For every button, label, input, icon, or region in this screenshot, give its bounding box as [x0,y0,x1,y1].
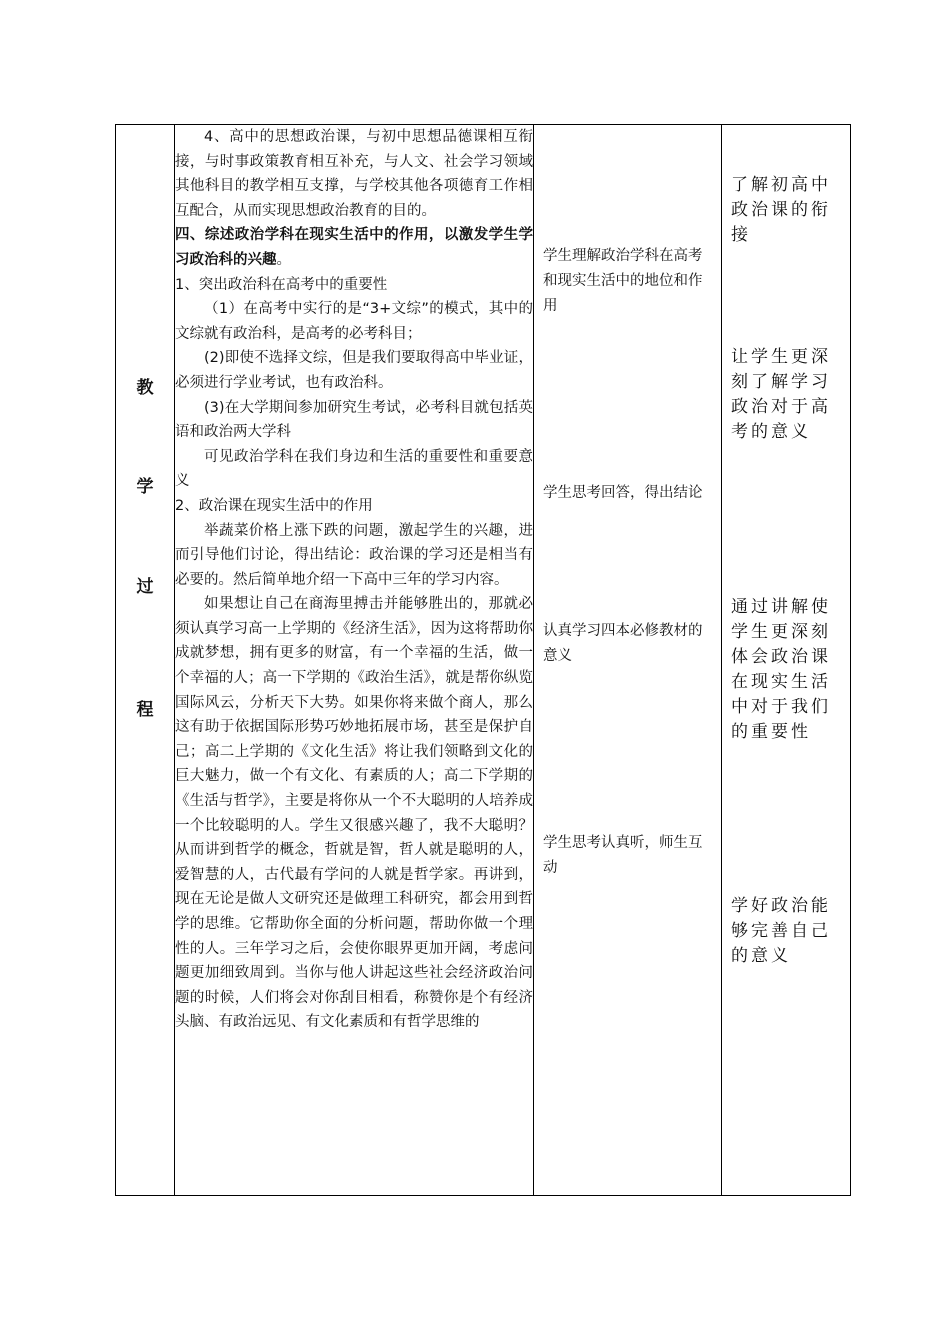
list-item-1: （1）在高考中实行的是“3+文综”的模式，其中的文综就有政治科，是高考的必考科目； [175,301,533,342]
paragraph-course-connection: 4、高中的思想政治课，与初中思想品德课相互衔接，与时事政策教育相互补充，与人文、社会学习领域其他科目的教学相互支撑，与学校其他各项德育工作相互配合，从而实现思想政治教育的目的。 [175,129,533,219]
paragraph-vegetable-prices: 举蔬菜价格上涨下跌的问题，激起学生的兴趣，进而引导他们讨论，得出结论：政治课的学习还是相当有必要的。然后简单地介绍一下高中三年的学习内容。 [175,522,533,588]
student-activity-2: 学生思考回答，得出结论 [543,485,703,501]
section-heading-4-text: 四、综述政治学科在现实生活中的作用，以激发学生学习政治科的兴趣 [175,227,533,268]
teaching-content-cell [175,125,534,1196]
student-activity-4: 学生思考认真听，师生互动 [543,835,703,876]
section-label-cell [116,125,175,1196]
lesson-plan-table [115,124,851,1196]
section-label-char-2: 学 [136,477,154,497]
design-intent-2: 让学生更深刻了解学习政治对于高考的意义 [731,347,831,442]
section-label-char-3: 过 [136,577,154,597]
list-item-2: (2)即使不选择文综，但是我们要取得高中毕业证，必须进行学业考试，也有政治科。 [175,350,533,391]
section-label-char-4: 程 [136,700,154,720]
section-heading-4-tail: 。 [276,251,291,268]
design-intent-cell [722,125,851,1196]
subheading-exam-importance: 1、突出政治科在高考中的重要性 [175,276,388,293]
design-intent-1: 了解初高中政治课的衔接 [731,175,831,245]
design-intent-3: 通过讲解使学生更深刻体会政治课在现实生活中对于我们的重要性 [731,597,831,742]
subheading-real-life-role: 2、政治课在现实生活中的作用 [175,497,373,514]
paragraph-course-overview: 如果想让自己在商海里搏击并能够胜出的，那就必须认真学习高一上学期的《经济生活》，因为这将帮助你成就梦想，拥有更多的财富，有一个幸福的生活，做一个幸福的人；高一下学期的《政治生活》，就是帮你纵览国际风云，分析天下大势。如果你将来做个商人，那么这有助于依据国际形势巧妙地拓展市场，甚至是保护自己；高二上学期的《文化生活》将让我们领略到文化的巨大魅力，做一个有文化、有素质的人；高二下学期的《生活与哲学》，主要是将你从一个不大聪明的人培养成一个比较聪明的人。学生又很感兴趣了，我不大聪明？从而讲到哲学的概念，哲就是智，哲人就是聪明的人，爱智慧的人，古代最有学问的人就是哲学家。再讲到，现在无论是做人文研究还是做理工科研究，都会用到哲学的思维。它帮助你全面的分析问题，帮助你做一个理性的人。三年学习之后，会使你眼界更加开阔，考虑问题更加细致周到。当你与他人讲起这些社会经济政治问题的时候，人们将会对你刮目相看，称赞你是个有经济头脑、有政治远见、有文化素质和有哲学思维的 [175,596,533,1031]
list-item-3: (3)在大学期间参加研究生考试，必考科目就包括英语和政治两大学科 [175,399,533,441]
student-activity-cell [534,125,722,1196]
design-intent-4: 学好政治能够完善自己的意义 [731,896,831,966]
student-activity-1: 学生理解政治学科在高考和现实生活中的地位和作用 [543,248,703,314]
section-label-char-1: 教 [136,378,154,398]
teaching-process-row [116,125,851,1196]
paragraph-conclusion: 可见政治学科在我们身边和生活的重要性和重要意义 [175,448,533,490]
section-heading-4 [175,223,533,272]
student-activity-3: 认真学习四本必修教材的意义 [543,623,703,664]
